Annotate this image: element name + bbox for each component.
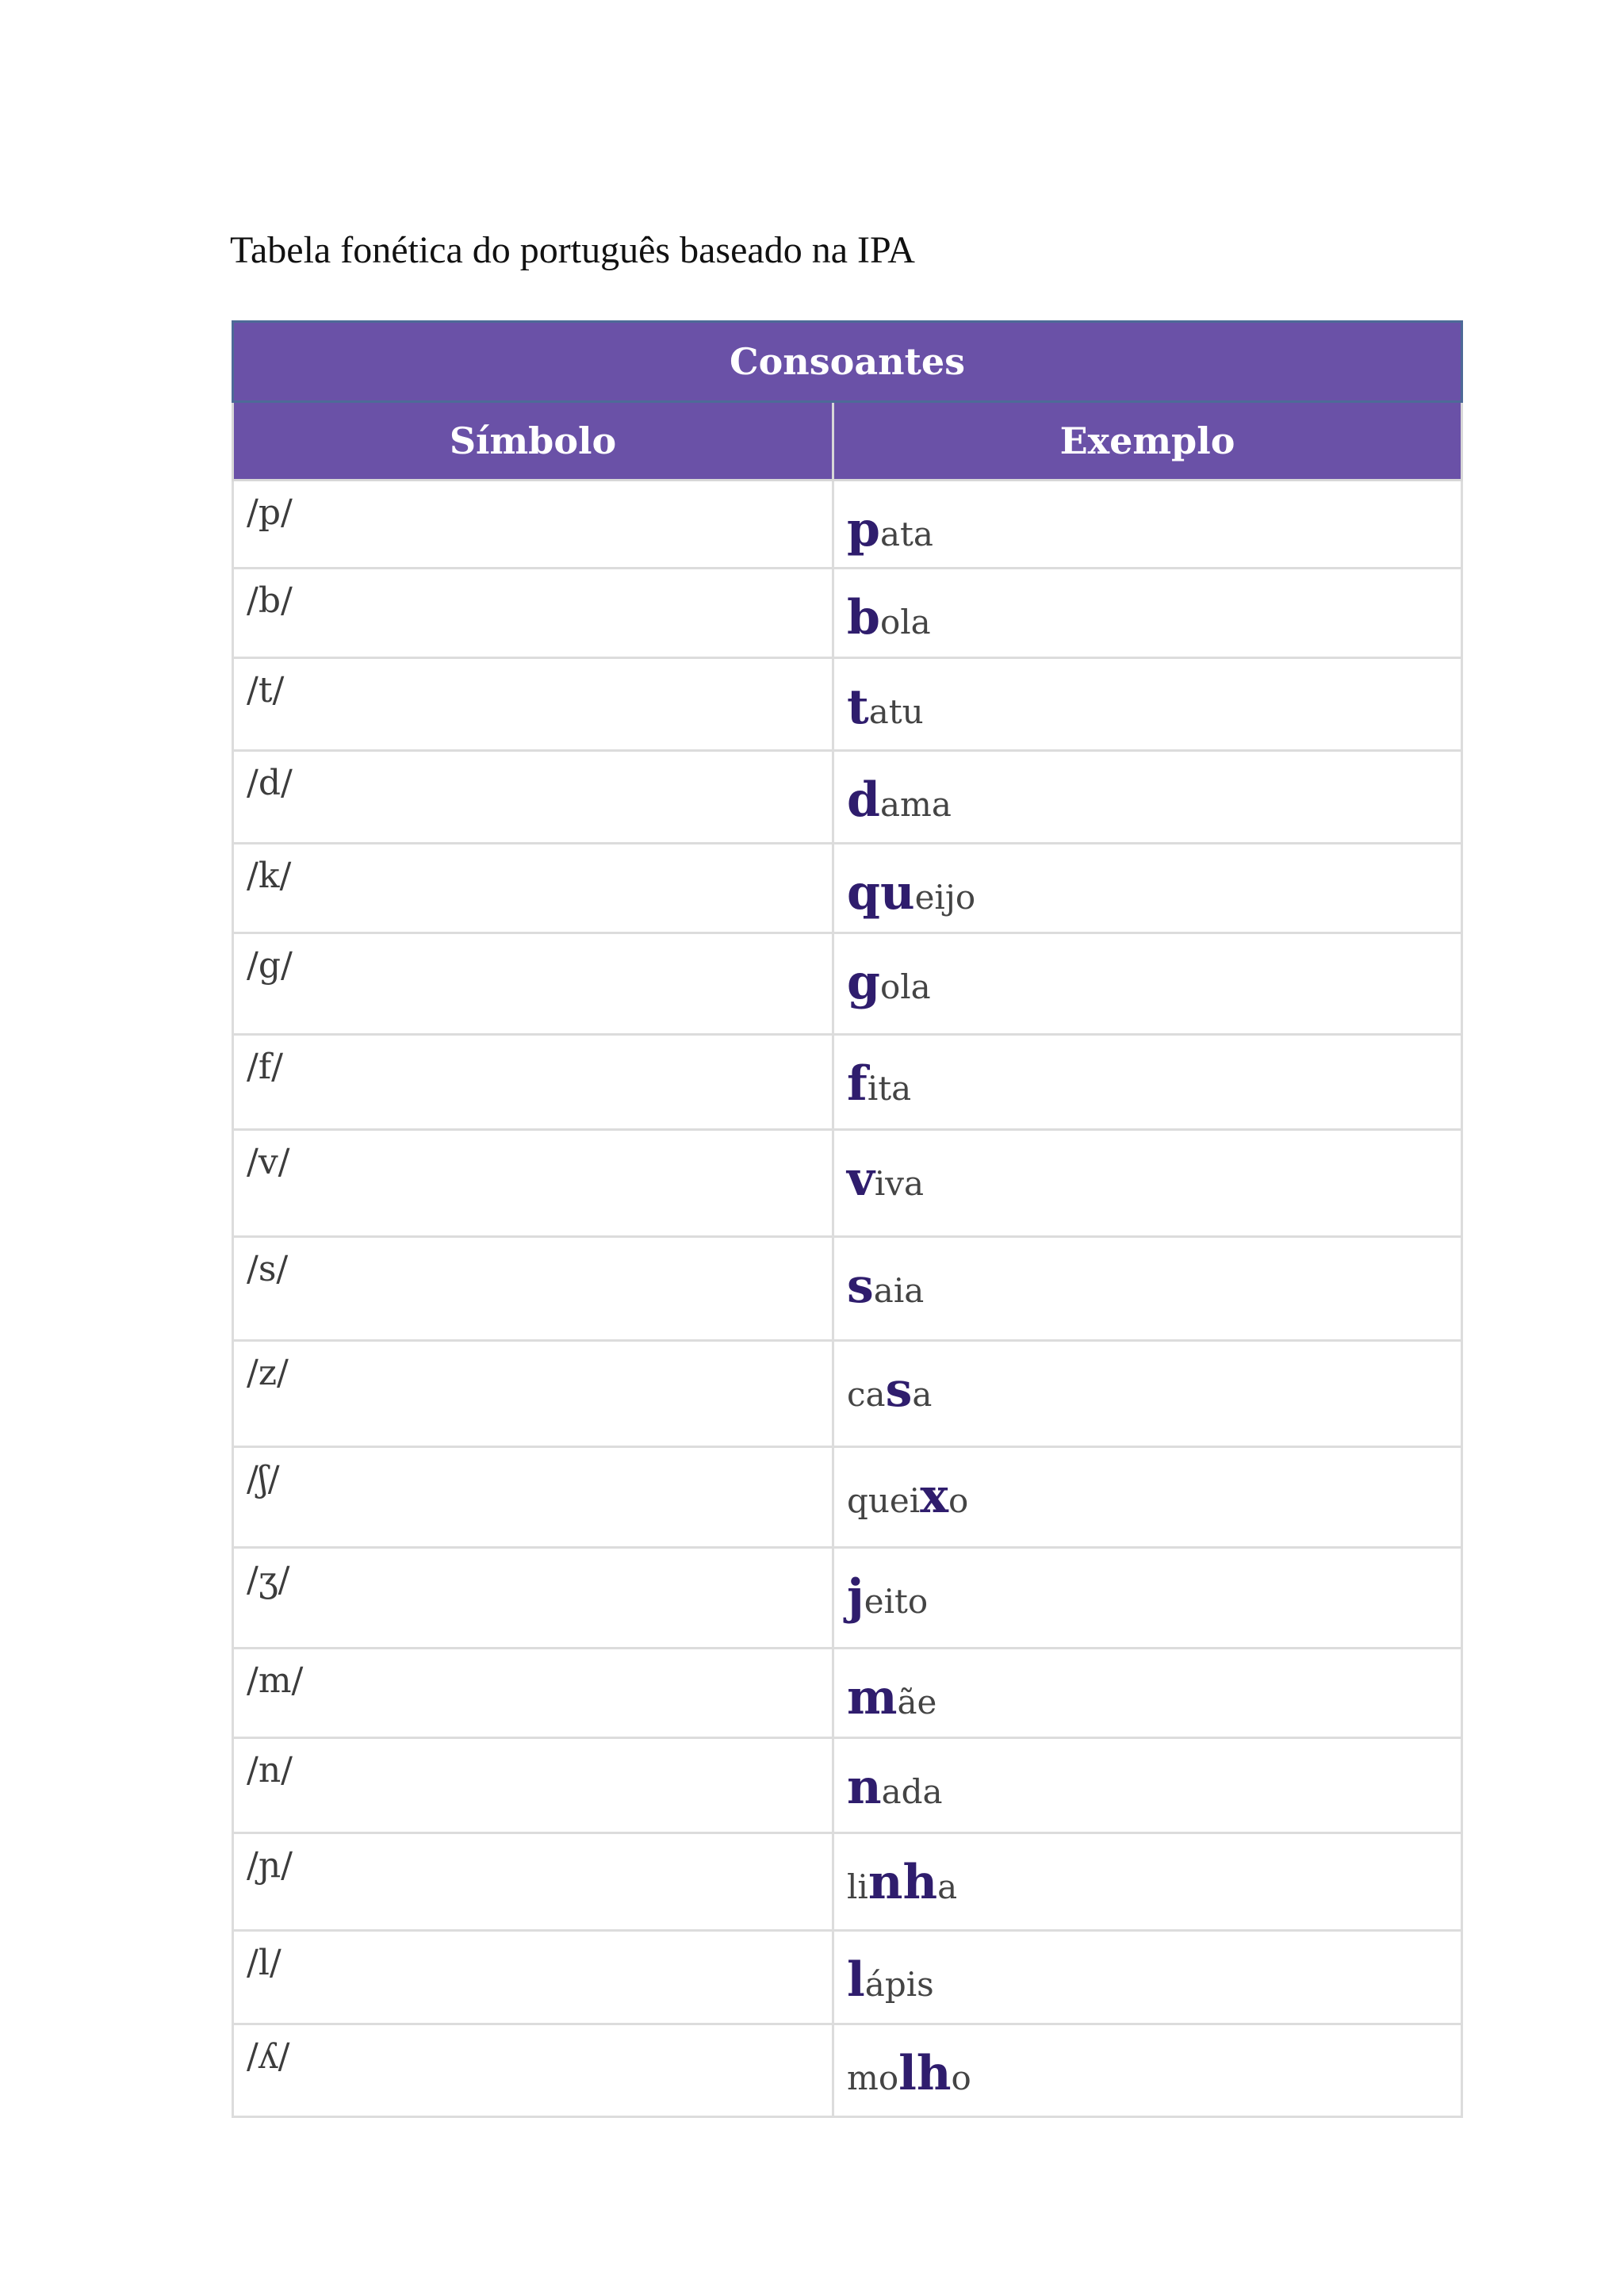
example-text: atu: [868, 692, 924, 731]
table-row: [233, 1738, 1462, 1833]
column-header-exemplo: Exemplo: [833, 402, 1462, 481]
example-cell: [833, 1548, 1462, 1649]
consonant-table: [232, 320, 1463, 2118]
example-highlight: t: [847, 680, 869, 735]
example-text: o: [951, 2058, 971, 2097]
table-row: [233, 1341, 1462, 1447]
symbol-cell: /ɲ/: [233, 1833, 833, 1931]
example-cell: [833, 1035, 1462, 1130]
example-cell: [833, 2024, 1462, 2117]
example-highlight: b: [847, 590, 880, 645]
table-row: [233, 1035, 1462, 1130]
symbol-cell: /b/: [233, 569, 833, 658]
symbol-cell: /t/: [233, 658, 833, 751]
table-row: [233, 1931, 1462, 2024]
table-row: [233, 1548, 1462, 1649]
example-cell: [833, 1649, 1462, 1738]
example-text: o: [948, 1481, 969, 1520]
example-text: ama: [879, 785, 952, 824]
example-highlight: x: [920, 1469, 949, 1524]
table-row: [233, 658, 1462, 751]
example-text: li: [847, 1867, 868, 1906]
table-row: [233, 1237, 1462, 1341]
table-row: [233, 569, 1462, 658]
symbol-cell: /p/: [233, 481, 833, 569]
symbol-cell: /n/: [233, 1738, 833, 1833]
table-row: [233, 751, 1462, 844]
example-highlight: d: [847, 772, 880, 828]
example-highlight: s: [847, 1258, 874, 1314]
example-cell: [833, 1833, 1462, 1931]
symbol-cell: /f/: [233, 1035, 833, 1130]
example-text: aia: [873, 1271, 925, 1310]
example-highlight: v: [847, 1151, 875, 1207]
example-highlight: lh: [898, 2046, 952, 2101]
example-text: a: [912, 1375, 933, 1414]
example-cell: [833, 1237, 1462, 1341]
symbol-cell: /l/: [233, 1931, 833, 2024]
example-highlight: s: [885, 1362, 913, 1418]
example-text: iva: [874, 1164, 925, 1203]
symbol-cell: /ʎ/: [233, 2024, 833, 2117]
example-text: eito: [864, 1582, 929, 1621]
example-cell: [833, 1130, 1462, 1237]
example-cell: [833, 1447, 1462, 1548]
example-cell: [833, 751, 1462, 844]
example-highlight: f: [847, 1056, 868, 1112]
table-row: [233, 1649, 1462, 1738]
example-text: ola: [879, 603, 931, 641]
example-cell: [833, 1341, 1462, 1447]
example-text: quei: [847, 1481, 921, 1520]
example-text: ãe: [897, 1683, 937, 1721]
column-header-simbolo: Símbolo: [233, 402, 833, 481]
symbol-cell: /s/: [233, 1237, 833, 1341]
group-header-row: [233, 322, 1462, 402]
example-text: ola: [879, 967, 931, 1006]
table-row: [233, 2024, 1462, 2117]
example-text: mo: [847, 2058, 899, 2097]
table-row: [233, 1833, 1462, 1931]
table-row: [233, 1447, 1462, 1548]
symbol-cell: /v/: [233, 1130, 833, 1237]
example-highlight: g: [847, 955, 880, 1010]
example-text: ca: [847, 1375, 886, 1414]
example-text: ada: [881, 1772, 943, 1811]
example-text: a: [937, 1867, 958, 1906]
symbol-cell: /g/: [233, 933, 833, 1035]
example-highlight: n: [847, 1760, 882, 1815]
example-cell: [833, 1931, 1462, 2024]
example-cell: [833, 569, 1462, 658]
example-highlight: qu: [847, 865, 915, 921]
example-cell: [833, 844, 1462, 933]
symbol-cell: /z/: [233, 1341, 833, 1447]
document-title: Tabela fonética do português baseado na IPA: [230, 229, 915, 271]
table-body: [233, 481, 1462, 2117]
example-cell: [833, 481, 1462, 569]
example-text: ata: [879, 515, 933, 553]
symbol-cell: /k/: [233, 844, 833, 933]
example-text: eijo: [914, 878, 976, 917]
table-row: [233, 1130, 1462, 1237]
example-text: ápis: [864, 1965, 934, 2004]
example-text: ita: [867, 1069, 912, 1108]
example-highlight: l: [847, 1952, 865, 2008]
symbol-cell: /m/: [233, 1649, 833, 1738]
column-header-row: [233, 402, 1462, 481]
example-highlight: nh: [868, 1855, 938, 1910]
table-row: [233, 844, 1462, 933]
example-highlight: j: [847, 1569, 864, 1625]
example-highlight: m: [847, 1670, 898, 1725]
group-header-consoantes: Consoantes: [233, 322, 1462, 402]
example-cell: [833, 1738, 1462, 1833]
table-row: [233, 481, 1462, 569]
consonant-table-container: [232, 320, 1461, 2118]
example-cell: [833, 933, 1462, 1035]
symbol-cell: /ʃ/: [233, 1447, 833, 1548]
symbol-cell: /d/: [233, 751, 833, 844]
example-cell: [833, 658, 1462, 751]
example-highlight: p: [847, 502, 880, 557]
symbol-cell: /ʒ/: [233, 1548, 833, 1649]
table-row: [233, 933, 1462, 1035]
